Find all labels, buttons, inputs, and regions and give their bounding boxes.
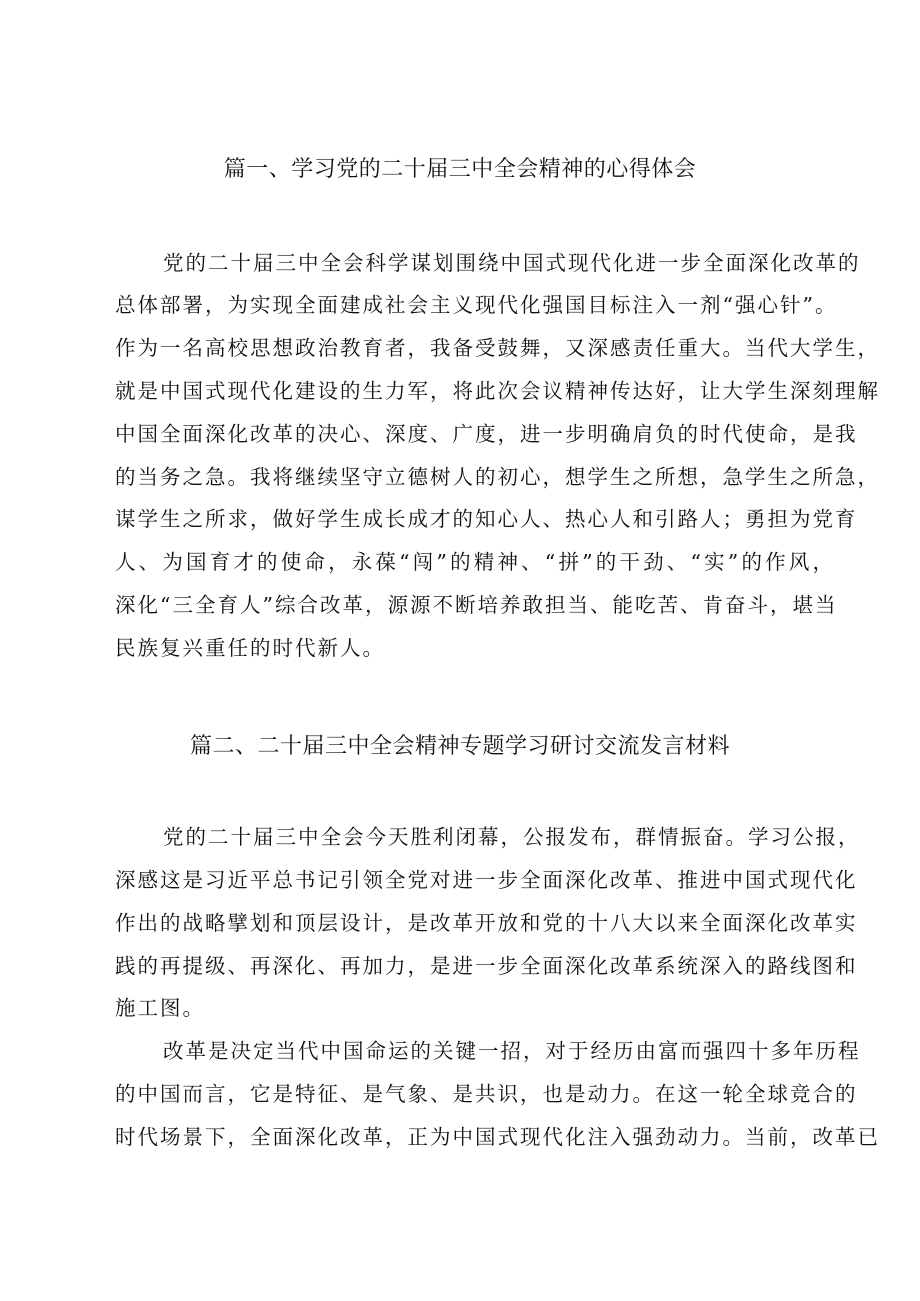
paragraph-line: 党的二十届三中全会今天胜利闭幕，公报发布，群情振奋。学习公报， <box>163 825 861 849</box>
section-2-title: 篇二、二十届三中全会精神专题学习研讨交流发言材料 <box>189 734 730 759</box>
paragraph-line: 时代场景下，全面深化改革，正为中国式现代化注入强劲动力。当前，改革已 <box>115 1125 880 1149</box>
paragraph-line: 民族复兴重任的时代新人。 <box>115 636 385 660</box>
paragraph-line: 的当务之急。我将继续坚守立德树人的初心，想学生之所想，急学生之所急， <box>115 465 880 489</box>
paragraph-line: 作出的战略擘划和顶层设计，是改革开放和党的十八大以来全面深化改革实 <box>115 911 858 935</box>
paragraph-line: 深感这是习近平总书记引领全党对进一步全面深化改革、推进中国式现代化 <box>115 868 858 892</box>
paragraph-line: 谋学生之所求，做好学生成长成才的知心人、热心人和引路人；勇担为党育 <box>115 507 858 531</box>
section-1-title: 篇一、学习党的二十届三中全会精神的心得体会 <box>223 157 697 182</box>
paragraph-line: 的中国而言，它是特征、是气象、是共识，也是动力。在这一轮全球竞合的 <box>115 1082 858 1106</box>
paragraph-line: 党的二十届三中全会科学谋划围绕中国式现代化进一步全面深化改革的 <box>163 251 861 275</box>
paragraph-line: 中国全面深化改革的决心、深度、广度，进一步明确肩负的时代使命，是我 <box>115 422 858 446</box>
paragraph-line: 就是中国式现代化建设的生力军，将此次会议精神传达好，让大学生深刻理解 <box>115 379 880 403</box>
paragraph-line: 改革是决定当代中国命运的关键一招，对于经历由富而强四十多年历程 <box>163 1039 861 1063</box>
paragraph-line: 人、为国育才的使命，永葆“闯”的精神、“拼”的干劲、“实”的作风， <box>115 550 835 574</box>
paragraph-line: 深化“三全育人”综合改革，源源不断培养敢担当、能吃苦、肯奋斗，堪当 <box>115 593 838 617</box>
paragraph-line: 总体部署，为实现全面建成社会主义现代化强国目标注入一剂“强心针”。 <box>115 293 838 317</box>
paragraph-line: 践的再提级、再深化、再加力，是进一步全面深化改革系统深入的路线图和 <box>115 954 858 978</box>
paragraph-line: 作为一名高校思想政治教育者，我备受鼓舞，又深感责任重大。当代大学生， <box>115 336 880 360</box>
paragraph-line: 施工图。 <box>115 996 205 1020</box>
